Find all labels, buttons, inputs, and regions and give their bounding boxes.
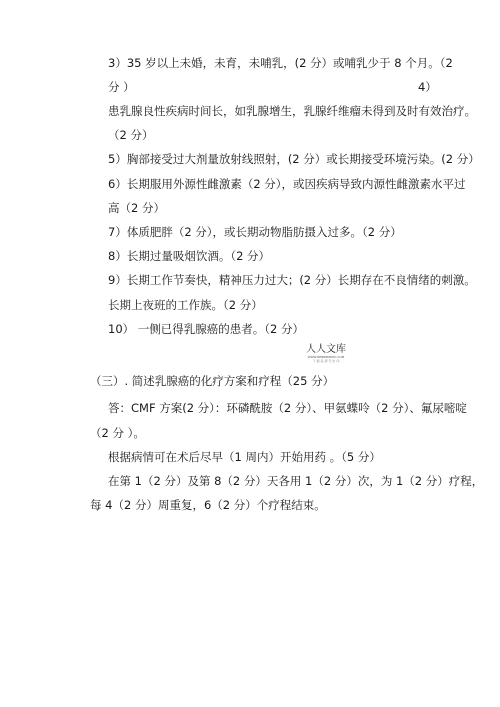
text-line-12: 长期上夜班的工作族。（2 分）: [108, 298, 263, 312]
text-line-10: 8）长期过量吸烟饮酒。（2 分）: [108, 249, 271, 263]
text-line-5: （2 分）: [108, 128, 154, 142]
watermark-note: 下 载 高 清 无 水 印: [312, 359, 340, 363]
watermark-title: 人人文库: [306, 344, 346, 355]
watermark-url: WWW.RENRENDOC.COM: [307, 355, 345, 359]
text-line-2: 分 ）: [108, 80, 135, 94]
text-line-19: 每 4（2 分）周重复，6（2 分）个疗程结束。: [90, 498, 326, 512]
text-line-8: 高（2 分）: [108, 201, 165, 215]
text-line-17: 根据病情可在术后尽早（1 周内）开始用药 。（5 分）: [108, 450, 381, 464]
text-line-13: 10） 一侧已得乳腺癌的患者。（2 分）: [108, 322, 305, 336]
text-line-6: 5）胸部接受过大剂量放射线照射，(2 分）或长期接受环境污染。(2 分）: [108, 152, 480, 166]
text-line-1: 3）35 岁以上未婚，未育，未哺乳，(2 分）或哺乳少于 8 个月。（2: [108, 56, 453, 70]
section-heading: （三）. 简述乳腺癌的化疗方案和疗程（25 分）: [90, 374, 335, 388]
text-line-18: 在第 1（2 分）及第 8（2 分）天各用 1（2 分）次，为 1（2 分）疗程，: [108, 474, 484, 488]
text-line-4: 患乳腺良性疾病时间长，如乳腺增生，乳腺纤维瘤未得到及时有效治疗。: [108, 104, 476, 118]
text-line-7: 6）长期服用外源性雌激素（2 分），或因疾病导致内源性雌激素水平过: [108, 177, 466, 191]
text-line-9: 7）体质肥胖（2 分），或长期动物脂肪摄入过多。（2 分）: [108, 225, 402, 239]
text-line-16: （2 分 ）。: [90, 426, 145, 440]
text-line-11: 9）长期工作节奏快，精神压力过大；(2 分）长期存在不良情绪的刺激。: [108, 273, 476, 287]
text-line-3: 4）: [418, 80, 437, 94]
text-line-15: 答：CMF 方案(2 分）：环磷酰胺（2 分）、甲氨蝶呤（2 分）、氟尿嘧啶: [108, 401, 467, 415]
watermark-logo: [298, 344, 354, 363]
